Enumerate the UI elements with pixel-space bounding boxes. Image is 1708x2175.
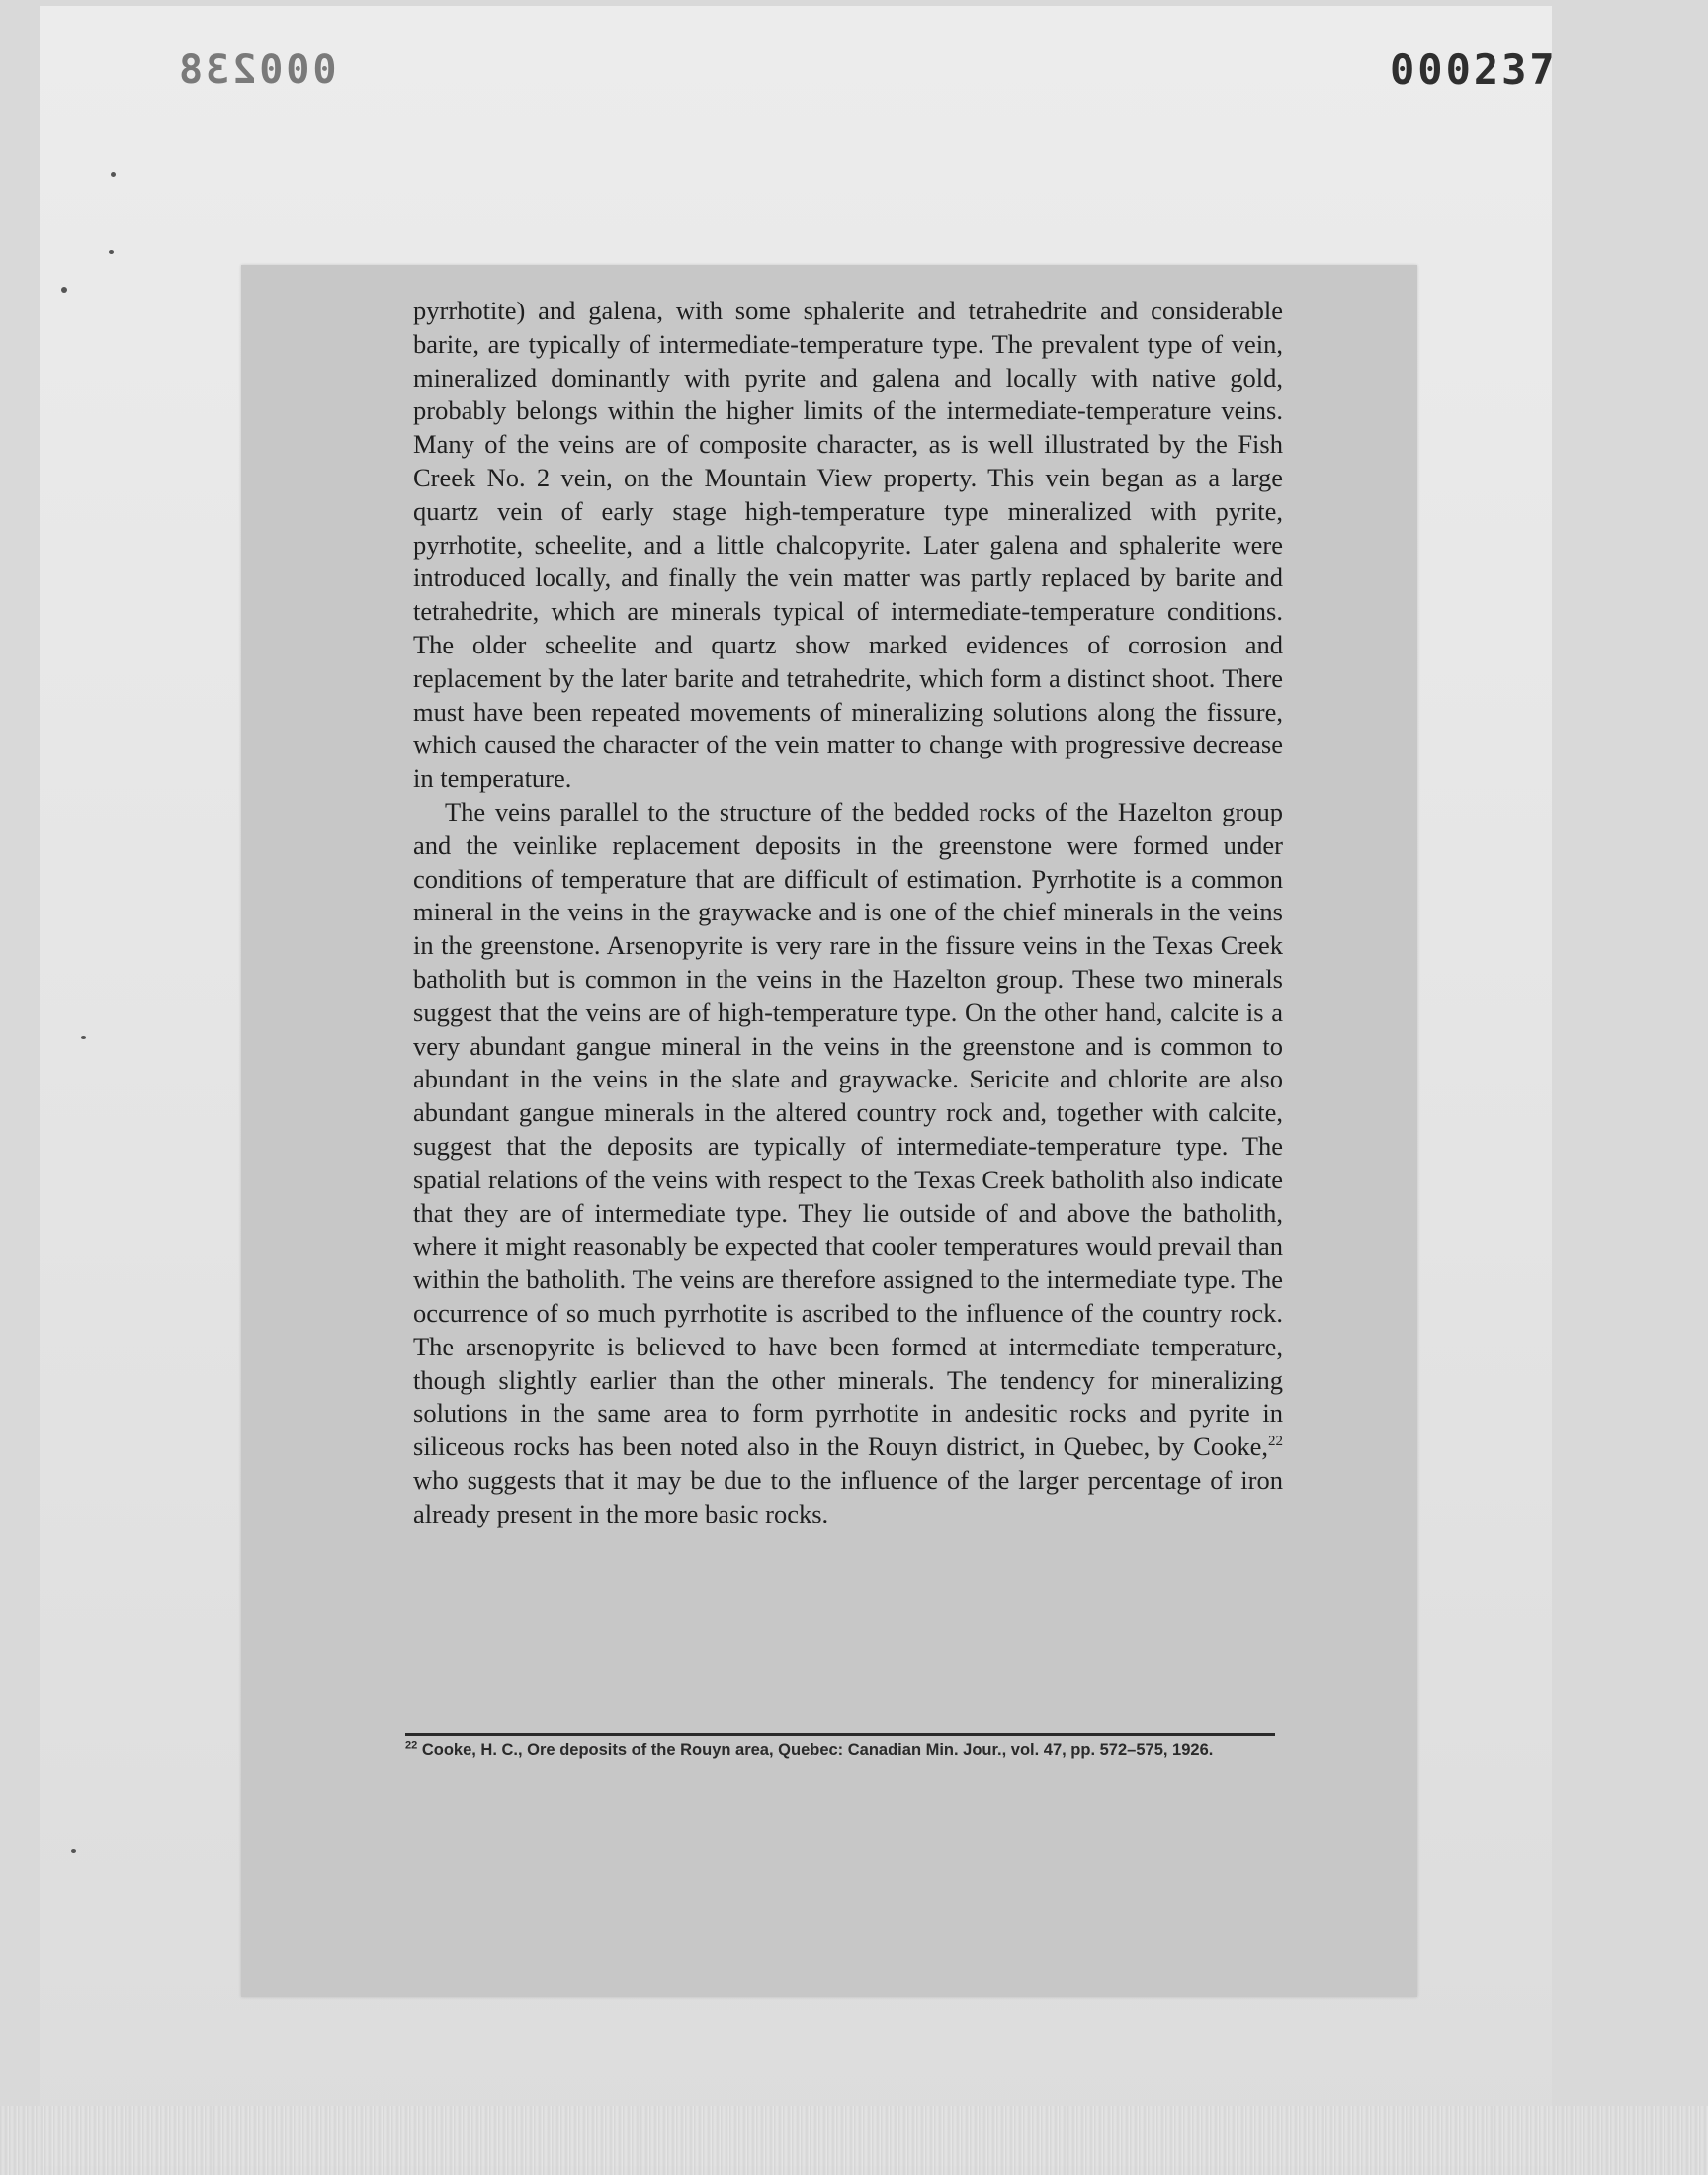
footnote-reference: 22 — [1268, 1434, 1283, 1450]
paragraph — [413, 796, 1283, 1531]
footnote-text: Cooke, H. C., Ore deposits of the Rouyn area, Quebec: Canadian Min. Jour., vol. 47, pp. 572–575, 1926. — [417, 1741, 1214, 1759]
scan-speck — [71, 1849, 76, 1853]
mirrored-page-number: 000238 — [176, 47, 337, 93]
scan-speck — [111, 172, 116, 177]
paragraph-text: who suggests that it may be due to the influence of the larger percentage of iron already present in the more basic rocks. — [413, 1464, 1283, 1528]
footnote-divider — [405, 1733, 1275, 1736]
paragraph: pyrrhotite) and galena, with some sphalerite and tetrahedrite and considerable barite, are typically of intermediate-temperature type. The prevalent type of vein, mineralized dominantly with pyrite and galena and locally with native gold, probably belongs within the higher limits of the intermediate-temperature veins. Many of the veins are of composite character, as is well illustrated by the Fish Creek No. 2 vein, on the Mountain View property. This vein began as a large quartz vein of early stage high-temperature type mineralized with pyrite, pyrrhotite, scheelite, and a little chalcopyrite. Later galena and sphalerite were introduced locally, and finally the vein matter was partly replaced by barite and tetrahedrite, which are minerals typical of intermediate-temperature conditions. The older scheelite and quartz show marked evidences of corrosion and replacement by the later barite and tetrahedrite, which form a distinct shoot. There must have been repeated movements of mineralizing solutions along the fissure, which caused the character of the vein matter to change with progressive decrease in temperature. — [413, 296, 1283, 794]
footnote-marker: 22 — [405, 1739, 418, 1752]
scan-artifact-band — [0, 2106, 1708, 2175]
scan-speck — [109, 250, 114, 254]
scan-speck — [61, 287, 67, 293]
page-number: 000237 — [1390, 45, 1558, 94]
paragraph-text: The veins parallel to the structure of the bedded rocks of the Hazelton group and the veinlike replacement deposits in the greenstone were formed under conditions of temperature that are difficult of estimation. Pyrrhotite is a common mineral in the veins in the graywacke and is one of the chief minerals in the veins in the greenstone. Arsenopyrite is very rare in the fissure veins in the Texas Creek batholith but is common in the veins in the Hazelton group. These two minerals suggest that the veins are of high-temperature type. On the other hand, calcite is a very abundant gangue mineral in the veins in the greenstone and is common to abundant in the veins in the slate and graywacke. Sericite and chlorite are also abundant gangue minerals in the altered country rock and, together with calcite, suggest that the deposits are typically of intermediate-temperature type. The spatial relations of the veins with respect to the Texas Creek batholith also indicate that they are of intermediate type. They lie outside of and above the batholith, where it might reasonably be expected that cooler temperatures would prevail than within the batholith. The veins are therefore assigned to the intermediate type. The occurrence of so much pyrrhotite is ascribed to the influence of the country rock. The arsenopyrite is believed to have been formed at intermediate temperature, though slightly earlier than the other minerals. The tendency for mineralizing solutions in the same area to form pyrrhotite in andesitic rocks and pyrite in siliceous rocks has been noted also in the Rouyn district, in Quebec, by Cooke, — [413, 796, 1283, 1462]
scan-speck — [81, 1036, 86, 1039]
body-text — [413, 295, 1283, 1530]
footnote — [405, 1740, 1275, 1760]
